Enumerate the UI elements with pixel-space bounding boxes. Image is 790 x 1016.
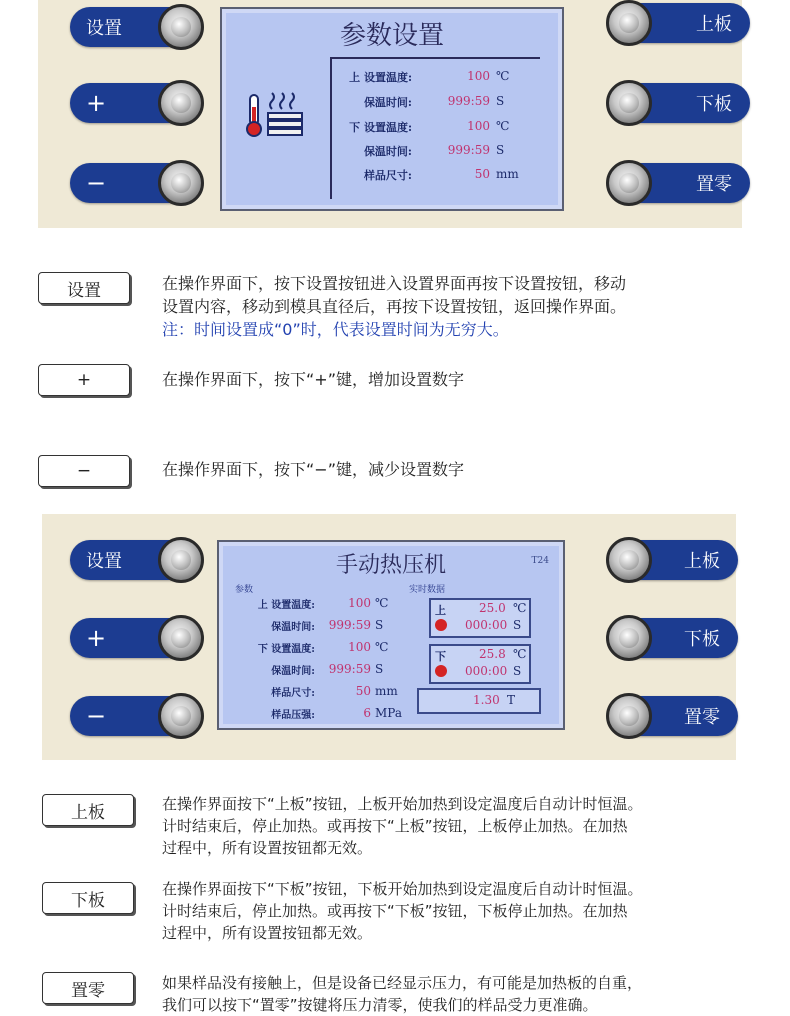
bottom-plate-button[interactable]: 下板 bbox=[610, 618, 738, 658]
knob-icon bbox=[606, 80, 652, 126]
knob-icon bbox=[606, 160, 652, 206]
param-unit: mm bbox=[496, 167, 519, 181]
top-plate-legend: 上板 bbox=[42, 794, 134, 826]
lcd-divider-top bbox=[330, 57, 540, 59]
plus-button[interactable]: + bbox=[70, 618, 200, 658]
param-value: 999:59 bbox=[328, 662, 371, 676]
set-button-description: 在操作界面下，按下设置按钮进入设置界面再按下设置按钮，移动 设置内容，移动到模具直径后，再按下设置按钮，返回操作界面。 注：时间设置成“0”时，代表设置时间为无穷大。 bbox=[162, 274, 627, 339]
knob-icon bbox=[158, 615, 204, 661]
minus-button[interactable]: − bbox=[70, 163, 200, 203]
knob-icon bbox=[606, 0, 652, 46]
knob-icon bbox=[158, 4, 204, 50]
params-label: 参数 bbox=[235, 585, 254, 595]
param-label: 保温时间: bbox=[271, 666, 315, 677]
minus-button-legend: − bbox=[38, 455, 130, 487]
param-value: 6 bbox=[363, 706, 371, 720]
param-unit: MPa bbox=[375, 706, 402, 720]
param-label: 下 设置温度: bbox=[257, 644, 315, 655]
param-unit: ℃ bbox=[375, 596, 389, 610]
param-label: 下 设置温度: bbox=[349, 121, 412, 134]
param-label: 上 设置温度: bbox=[349, 71, 412, 84]
param-value: 999:59 bbox=[447, 143, 490, 157]
param-unit: S bbox=[496, 143, 505, 157]
param-value: 100 bbox=[467, 69, 490, 83]
param-unit: S bbox=[375, 662, 384, 676]
reset-description: 如果样品没有接触上，但是设备已经显示压力，有可能是加热板的自重， 我们可以按下“置零”按键将压力清零，使我们的样品受力更准确。 bbox=[162, 974, 643, 1014]
plus-button[interactable]: + bbox=[70, 83, 200, 123]
param-value: 999:59 bbox=[328, 618, 371, 632]
top-plate-button[interactable]: 上板 bbox=[610, 3, 750, 43]
bottom-plate-legend: 下板 bbox=[42, 882, 134, 914]
knob-icon bbox=[606, 615, 652, 661]
bottom-realtime-box: 下 25.8 ℃ 000:00 S bbox=[429, 644, 531, 684]
heater-icon bbox=[242, 87, 312, 145]
lcd-divider bbox=[330, 57, 332, 199]
led-indicator bbox=[435, 665, 447, 677]
param-label: 保温时间: bbox=[363, 145, 412, 158]
param-value: 100 bbox=[348, 640, 371, 654]
set-button-legend: 设置 bbox=[38, 272, 130, 304]
param-value: 100 bbox=[348, 596, 371, 610]
bottom-plate-description: 在操作界面按下“下板”按钮，下板开始加热到设定温度后自动计时恒温。 计时结束后，停止加热。或再按下“下板”按钮，下板停止加热。在加热 过程中，所有设置按钮都无效。 bbox=[162, 880, 643, 942]
lcd-screen-main bbox=[217, 540, 565, 730]
param-label: 样品压强: bbox=[271, 710, 315, 721]
param-value: 50 bbox=[474, 167, 490, 181]
knob-icon bbox=[158, 537, 204, 583]
knob-icon bbox=[158, 693, 204, 739]
top-plate-description: 在操作界面按下“上板”按钮，上板开始加热到设定温度后自动计时恒温。 计时结束后，停止加热。或再按下“上板”按钮，上板停止加热。在加热 过程中，所有设置按钮都无效。 bbox=[162, 795, 643, 857]
plus-button-description: 在操作界面下，按下“+”键，增加设置数字 bbox=[162, 370, 464, 389]
param-unit: ℃ bbox=[496, 119, 510, 133]
pressure-box: 1.30 T bbox=[417, 688, 541, 714]
realtime-label: 实时数据 bbox=[409, 585, 446, 595]
param-label: 样品尺寸: bbox=[271, 688, 315, 699]
param-unit: ℃ bbox=[375, 640, 389, 654]
param-unit: S bbox=[375, 618, 384, 632]
knob-icon bbox=[606, 537, 652, 583]
param-label: 上 设置温度: bbox=[257, 600, 315, 611]
set-button[interactable]: 设置 bbox=[70, 540, 200, 580]
param-unit: mm bbox=[375, 684, 398, 698]
minus-button[interactable]: − bbox=[70, 696, 200, 736]
reset-legend: 置零 bbox=[42, 972, 134, 1004]
lcd-title: 手动热压机 bbox=[335, 553, 446, 578]
knob-icon bbox=[606, 693, 652, 739]
model-label: T24 bbox=[531, 556, 549, 566]
param-value: 100 bbox=[467, 119, 490, 133]
knob-icon bbox=[158, 80, 204, 126]
top-plate-button[interactable]: 上板 bbox=[610, 540, 738, 580]
minus-button-description: 在操作界面下，按下“−”键，减少设置数字 bbox=[162, 460, 464, 479]
plus-button-legend: + bbox=[38, 364, 130, 396]
knob-icon bbox=[158, 160, 204, 206]
control-panel-bottom bbox=[42, 514, 736, 760]
param-value: 50 bbox=[355, 684, 371, 698]
lcd-screen-settings bbox=[220, 7, 564, 211]
param-label: 保温时间: bbox=[363, 96, 412, 109]
control-panel-top bbox=[38, 0, 742, 228]
reset-button[interactable]: 置零 bbox=[610, 696, 738, 736]
param-label: 保温时间: bbox=[271, 622, 315, 633]
note-text: 注：时间设置成“0”时，代表设置时间为无穷大。 bbox=[162, 320, 509, 339]
top-realtime-box: 上 25.0 ℃ 000:00 S bbox=[429, 598, 531, 638]
param-unit: ℃ bbox=[496, 69, 510, 83]
param-label: 样品尺寸: bbox=[363, 169, 412, 182]
param-value: 999:59 bbox=[447, 94, 490, 108]
reset-button[interactable]: 置零 bbox=[610, 163, 750, 203]
lcd-title: 参数设置 bbox=[339, 21, 444, 51]
led-indicator bbox=[435, 619, 447, 631]
bottom-plate-button[interactable]: 下板 bbox=[610, 83, 750, 123]
param-unit: S bbox=[496, 94, 505, 108]
set-button[interactable]: 设置 bbox=[70, 7, 200, 47]
